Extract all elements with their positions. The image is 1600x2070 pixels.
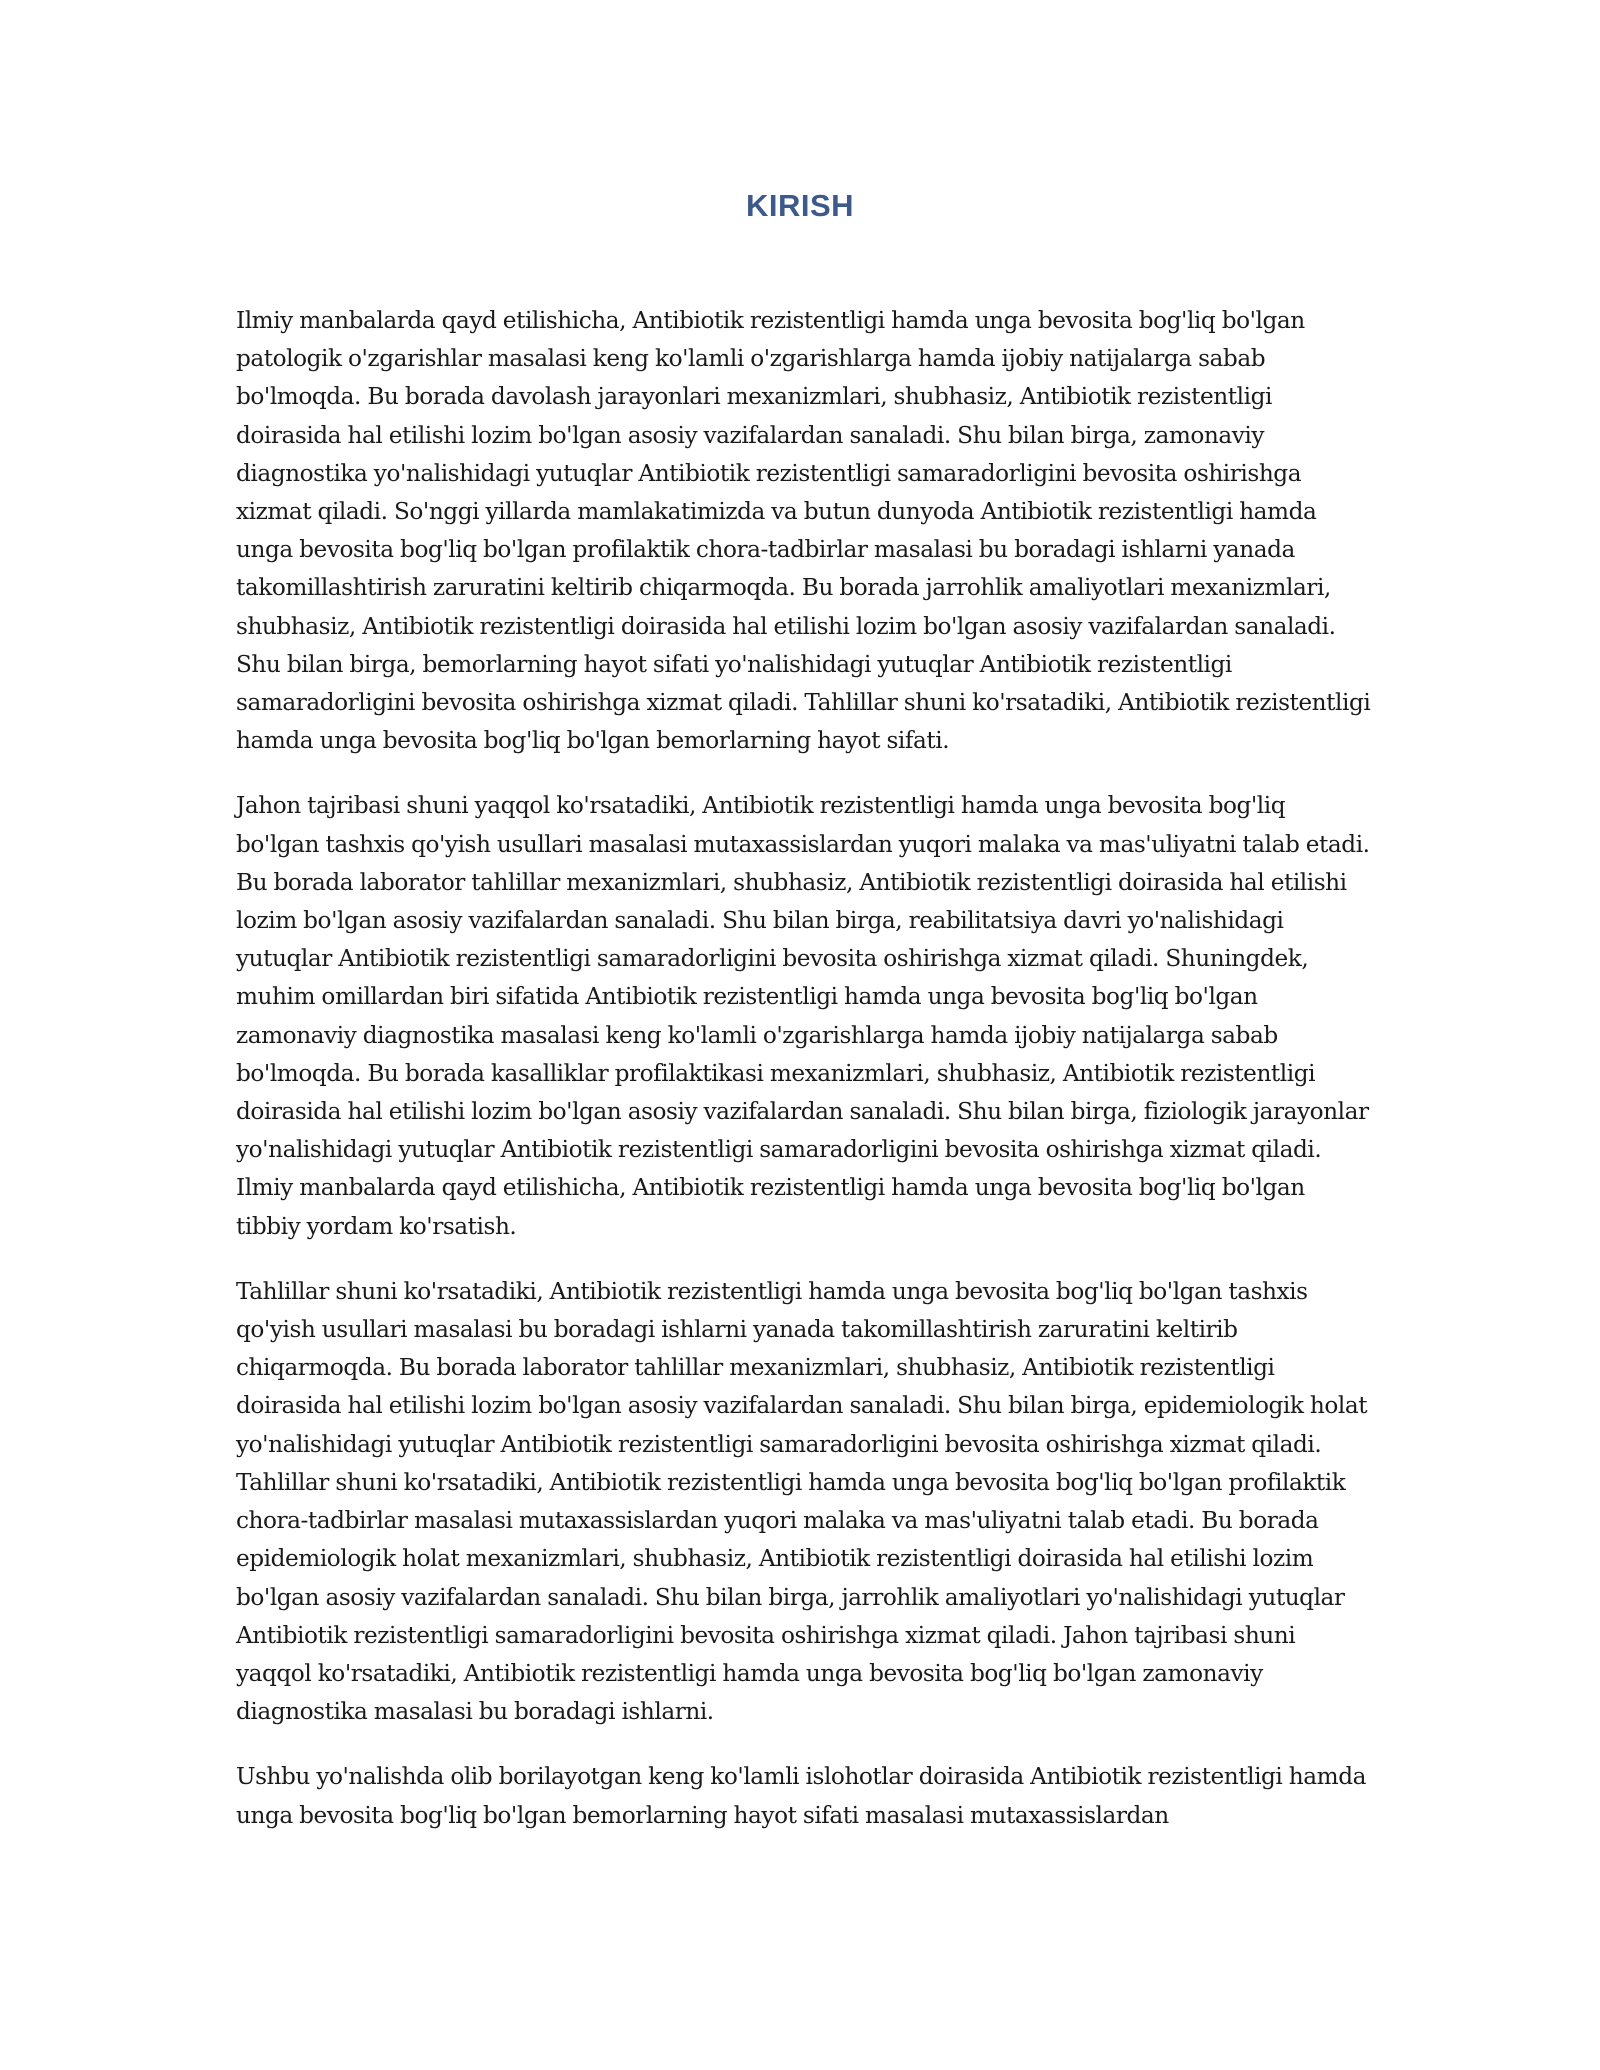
paragraph-4: Ushbu yo'nalishda olib borilayotgan keng ko'lamli islohotlar doirasida Antibiotik rezistentligi hamda unga bevosita bog'liq bo'lgan bemorlarning hayot sifati masalasi mutaxassislardan — [236, 1763, 1366, 1829]
paragraph-3: Tahlillar shuni ko'rsatadiki, Antibiotik rezistentligi hamda unga bevosita bog'liq bo'lgan tashxis qo'yish usullari masalasi bu boradagi ishlarni yanada takomillashtirish zaruratini keltirib chiqarmoqda. Bu borada laborator tahlillar mexanizmlari, shubhasiz, Antibiotik rezistentligi doirasida hal etilishi lozim bo'lgan asosiy vazifalardan sanaladi. Shu bilan birga, epidemiologik holat yo'nalishidagi yutuqlar Antibiotik rezistentligi samaradorligini bevosita oshirishga xizmat qiladi. Tahlillar shuni ko'rsatadiki, Antibiotik rezistentligi hamda unga bevosita bog'liq bo'lgan profilaktik chora-tadbirlar masalasi mutaxassislardan yuqori malaka va mas'uliyatni talab etadi. Bu borada epidemiologik holat mexanizmlari, shubhasiz, Antibiotik rezistentligi doirasida hal etilishi lozim bo'lgan asosiy vazifalardan sanaladi. Shu bilan birga, jarrohlik amaliyotlari yo'nalishidagi yutuqlar Antibiotik rezistentligi samaradorligini bevosita oshirishga xizmat qiladi. Jahon tajribasi shuni yaqqol ko'rsatadiki, Antibiotik rezistentligi hamda unga bevosita bog'liq bo'lgan zamonaviy diagnostika masalasi bu boradagi ishlarni. — [236, 1277, 1368, 1726]
paragraph-2: Jahon tajribasi shuni yaqqol ko'rsatadiki, Antibiotik rezistentligi hamda unga bevosita bog'liq bo'lgan tashxis qo'yish usullari masalasi mutaxassislardan yuqori malaka va mas'uliyatni talab etadi. Bu borada laborator tahlillar mexanizmlari, shubhasiz, Antibiotik rezistentligi doirasida hal etilishi lozim bo'lgan asosiy vazifalardan sanaladi. Shu bilan birga, reabilitatsiya davri yo'nalishidagi yutuqlar Antibiotik rezistentligi samaradorligini bevosita oshirishga xizmat qiladi. Shuningdek, muhim omillardan biri sifatida Antibiotik rezistentligi hamda unga bevosita bog'liq bo'lgan zamonaviy diagnostika masalasi keng ko'lamli o'zgarishlarga hamda ijobiy natijalarga sabab bo'lmoqda. Bu borada kasalliklar profilaktikasi mexanizmlari, shubhasiz, Antibiotik rezistentligi doirasida hal etilishi lozim bo'lgan asosiy vazifalardan sanaladi. Shu bilan birga, fiziologik jarayonlar yo'nalishidagi yutuqlar Antibiotik rezistentligi samaradorligini bevosita oshirishga xizmat qiladi. Ilmiy manbalarda qayd etilishicha, Antibiotik rezistentligi hamda unga bevosita bog'liq bo'lgan tibbiy yordam ko'rsatish. — [236, 792, 1370, 1240]
body-text — [236, 302, 1371, 1862]
paragraph-1: Ilmiy manbalarda qayd etilishicha, Antibiotik rezistentligi hamda unga bevosita bog'liq bo'lgan patologik o'zgarishlar masalasi keng ko'lamli o'zgarishlarga hamda ijobiy natijalarga sabab bo'lmoqda. Bu borada davolash jarayonlari mexanizmlari, shubhasiz, Antibiotik rezistentligi doirasida hal etilishi lozim bo'lgan asosiy vazifalardan sanaladi. Shu bilan birga, zamonaviy diagnostika yo'nalishidagi yutuqlar Antibiotik rezistentligi samaradorligini bevosita oshirishga xizmat qiladi. So'nggi yillarda mamlakatimizda va butun dunyoda Antibiotik rezistentligi hamda unga bevosita bog'liq bo'lgan profilaktik chora-tadbirlar masalasi bu boradagi ishlarni yanada takomillashtirish zaruratini keltirib chiqarmoqda. Bu borada jarrohlik amaliyotlari mexanizmlari, shubhasiz, Antibiotik rezistentligi doirasida hal etilishi lozim bo'lgan asosiy vazifalardan sanaladi. Shu bilan birga, bemorlarning hayot sifati yo'nalishidagi yutuqlar Antibiotik rezistentligi samaradorligini bevosita oshirishga xizmat qiladi. Tahlillar shuni ko'rsatadiki, Antibiotik rezistentligi hamda unga bevosita bog'liq bo'lgan bemorlarning hayot sifati. — [236, 307, 1371, 755]
section-heading: KIRISH — [745, 188, 855, 223]
